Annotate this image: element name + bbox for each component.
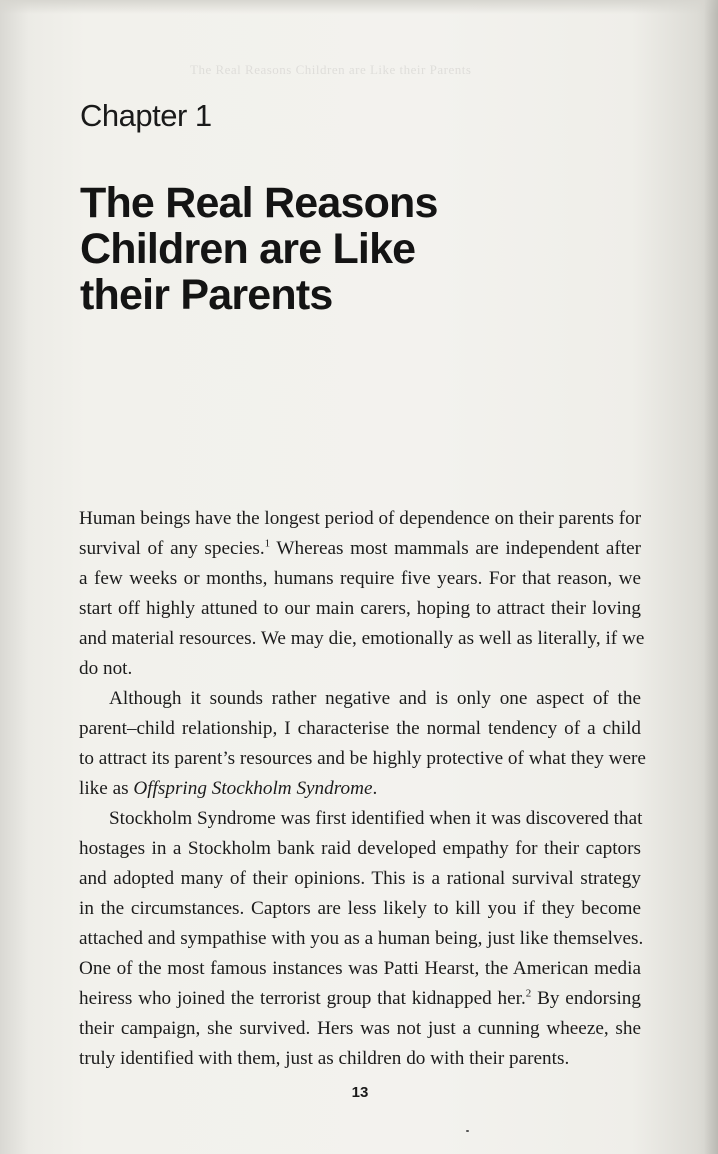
page-number: 13: [351, 1084, 369, 1101]
text-line: [79, 774, 641, 804]
text-line: Although it sounds rather negative and is only one aspect of the: [109, 688, 641, 709]
footnote-marker: 2: [525, 987, 532, 1000]
chapter-title-line: Children are Like: [80, 225, 416, 273]
binding-shadow: [704, 0, 718, 1154]
text-fragment: .: [372, 778, 378, 799]
paragraph: [79, 504, 645, 684]
text-line: start off highly attuned to our main carers, hoping to attract their loving: [79, 598, 641, 619]
text-fragment: By endorsing: [531, 988, 641, 1009]
italic-term: Offspring Stockholm Syndrome: [133, 778, 373, 799]
text-line: and adopted many of their opinions. This is a rational survival strategy: [79, 868, 641, 889]
text-line: to attract its parent’s resources and be highly protective of what they were: [79, 748, 646, 769]
text-line: a few weeks or months, humans require five years. For that reason, we: [79, 568, 641, 589]
text-line: do not.: [79, 658, 133, 679]
chapter-title-line: The Real Reasons: [80, 179, 438, 227]
text-line: in the circumstances. Captors are less likely to kill you if they become: [79, 898, 641, 919]
body-text: [79, 504, 646, 1074]
text-line: [79, 534, 641, 564]
page-top-edge: [0, 0, 718, 14]
paragraph: [79, 684, 646, 804]
text-line: attached and sympathise with you as a human being, just like themselves.: [79, 928, 644, 949]
chapter-title: [80, 180, 600, 318]
text-line: One of the most famous instances was Patti Hearst, the American media: [79, 958, 641, 979]
text-line: parent–child relationship, I characterise the normal tendency of a child: [79, 718, 641, 739]
text-line: Stockholm Syndrome was first identified when it was discovered that: [109, 808, 643, 829]
chapter-label: Chapter 1: [80, 98, 212, 133]
text-fragment: Whereas most mammals are independent after: [270, 538, 641, 559]
show-through-running-header: The Real Reasons Children are Like their Parents: [190, 62, 472, 77]
text-line: hostages in a Stockholm bank raid developed empathy for their captors: [79, 838, 641, 859]
text-line: [79, 984, 641, 1014]
text-fragment: like as: [79, 778, 134, 799]
footnote-marker: 1: [264, 537, 271, 550]
chapter-title-line: their Parents: [80, 271, 333, 319]
paragraph: [79, 804, 644, 1074]
text-line: their campaign, she survived. Hers was not just a cunning wheeze, she: [79, 1018, 641, 1039]
text-fragment: heiress who joined the terrorist group that kidnapped her.: [79, 988, 526, 1009]
text-line: Human beings have the longest period of dependence on their parents for: [79, 508, 642, 529]
text-line: and material resources. We may die, emotionally as well as literally, if we: [79, 628, 645, 649]
paper-speck: [466, 1130, 469, 1132]
text-line: truly identified with them, just as children do with their parents.: [79, 1048, 570, 1069]
text-fragment: survival of any species.: [79, 538, 265, 559]
